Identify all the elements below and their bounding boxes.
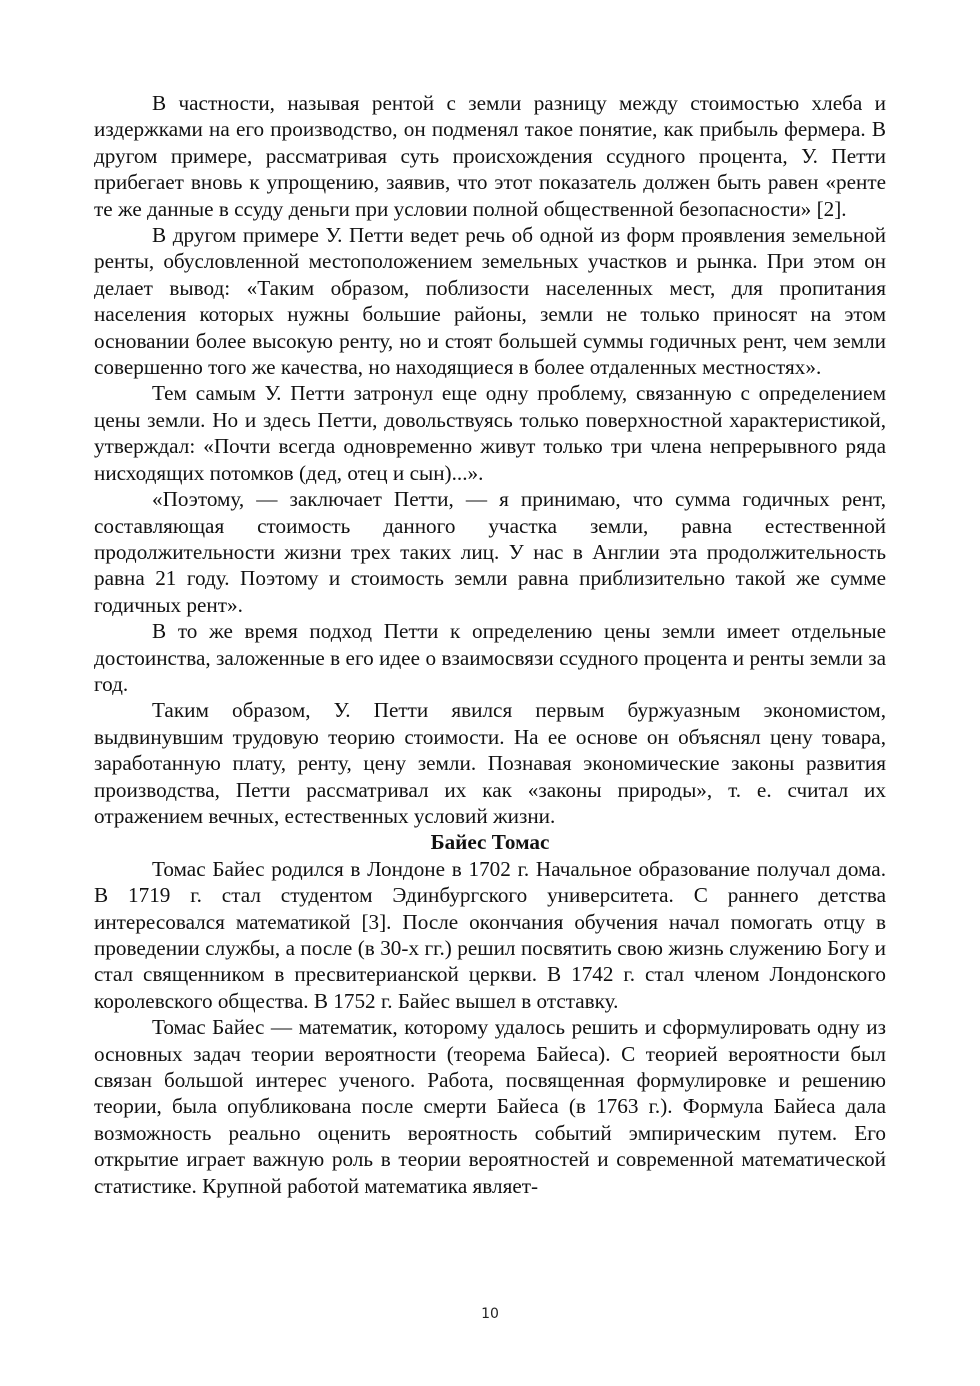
paragraph: В то же время подход Петти к определению цены земли имеет отдельные достоинства, заложенные в его идее о взаимосвязи ссудного процента и ренты земли за год. — [94, 619, 886, 696]
paragraph: Таким образом, У. Петти явился первым буржуазным экономистом, выдвинувшим трудовую теорию стоимости. На ее основе он объяснял цену товара, заработанную плату, ренту, цену земли. Познавая экономические законы развития производства, Петти рассматривал их как «законы природы», т. е. считал их отражением вечных, естественных условий жизни. — [94, 698, 886, 828]
section-heading: Байес Томас — [430, 830, 550, 855]
paragraph: Тем самым У. Петти затронул еще одну проблему, связанную с определением цены земли. Но и здесь Петти, довольствуясь только поверхностной характеристикой, утверждал: «Почти всегда одновременно живут только три члена непрерывного ряда нисходящих потомков (дед, отец и сын)...». — [94, 381, 886, 485]
page-number: 10 — [481, 1306, 499, 1322]
paragraph: В частности, называя рентой с земли разницу между стоимостью хлеба и издержками на его производство, он подменял такое понятие, как прибыль фермера. В другом примере, рассматривая суть происхождения ссудного процента, У. Петти прибегает вновь к упрощению, заявив, что этот показатель должен быть равен «ренте те же данные в ссуду деньги при условии полной общественной безопасности» [2]. — [94, 91, 886, 221]
paragraph: «Поэтому, — заключает Петти, — я принимаю, что сумма годичных рент, составляющая стоимость данного участка земли, равна естественной продолжительности жизни трех таких лиц. У нас в Англии эта продолжительность равна 21 году. Поэтому и стоимость земли равна приблизительно такой же сумме годичных рент». — [94, 487, 886, 617]
page-body — [94, 90, 886, 1199]
paragraph: В другом примере У. Петти ведет речь об одной из форм проявления земельной ренты, обусловленной местоположением земельных участков и рынка. При этом он делает вывод: «Таким образом, поблизости населенных мест, для пропитания населения которых нужны большие районы, земли не только приносят на этом основании более высокую ренту, но и стоят большей суммы годичных рент, чем земли совершенно того же качества, но находящиеся в более отдаленных местностях». — [94, 223, 886, 380]
paragraph: Томас Байес родился в Лондоне в 1702 г. Начальное образование получал дома. В 1719 г. стал студентом Эдинбургского университета. С раннего детства интересовался математикой [3]. После окончания обучения начал помогать отцу в проведении службы, а после (в 30-х гг.) решил посвятить свою жизнь служению Богу и стал священником в пресвитерианской церкви. В 1742 г. стал членом Лондонского королевского общества. В 1752 г. Байес вышел в отставку. — [94, 856, 886, 1013]
paragraph: Томас Байес — математик, которому удалось решить и сформулировать одну из основных задач теории вероятности (теорема Байеса). С теорией вероятности был связан большой интерес ученого. Работа, посвященная формулировке и решению теории, была опубликована после смерти Байеса (в 1763 г.). Формула Байеса дала возможность реально оценить вероятность событий эмпирическим путем. Его открытие играет важную роль в теории вероятностей и современной математической статистике. Крупной работой математика являет- — [94, 1015, 886, 1198]
